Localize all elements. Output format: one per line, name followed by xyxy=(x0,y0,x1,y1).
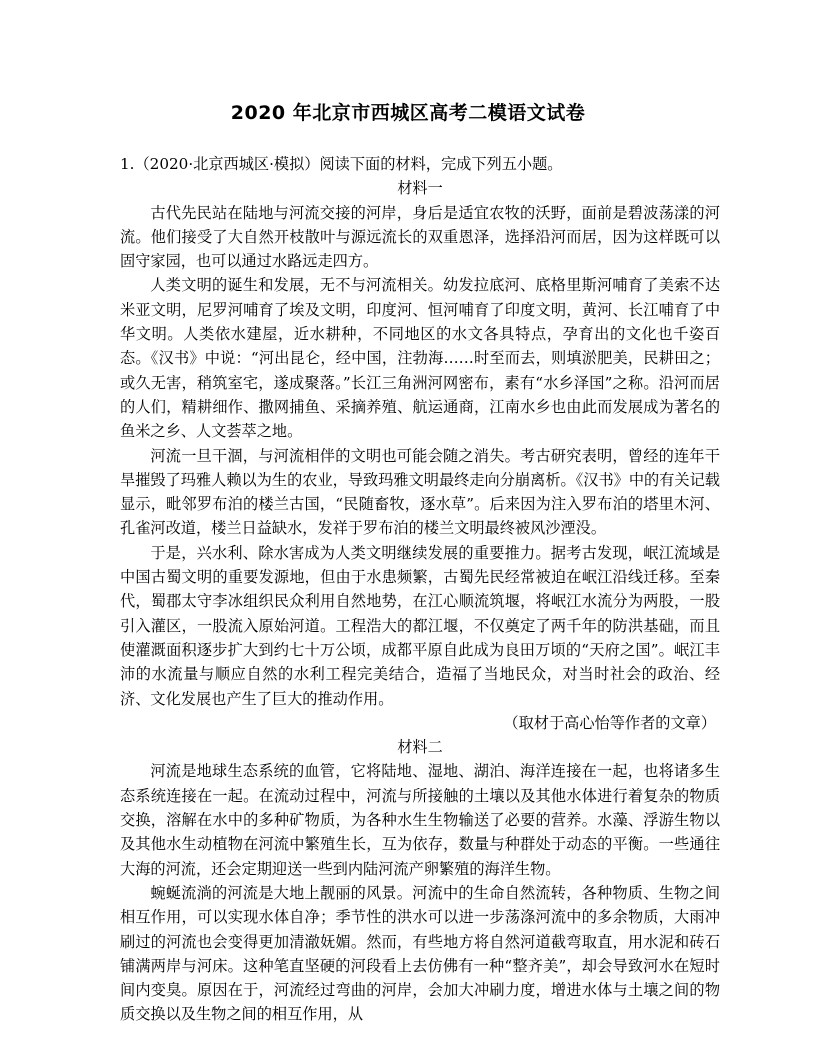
material2-heading: 材料二 xyxy=(397,738,443,757)
material1-paragraph: 河流一旦干涸，与河流相伴的文明也可能会随之消失。考古研究表明，曾经的连年干旱摧毁了玛雅人赖以为生的农业，导致玛雅文明最终走向分崩离析。《汉书》中的有关记载显示，毗邻罗布泊的楼兰古国，“民随畜牧，逐水草”。后来因为注入罗布泊的塔里木河、孔雀河改道，楼兰日益缺水，发祥于罗布泊的楼兰文明最终被风沙湮没。 xyxy=(120,446,720,538)
material2-paragraph: 河流是地球生态系统的血管，它将陆地、湿地、湖泊、海洋连接在一起，也将诸多生态系统连接在一起。在流动过程中，河流与所接触的土壤以及其他水体进行着复杂的物质交换，溶解在水中的多种矿物质，为各种水生生物输送了必要的营养。水藻、浮游生物以及其他水生动植物在河流中繁殖生长，互为依存，数量与种群处于动态的平衡。一些通往大海的河流，还会定期迎送一些到内陆河流产卵繁殖的海洋生物。 xyxy=(120,762,720,878)
material1-heading: 材料一 xyxy=(397,179,443,198)
material1-paragraph: 人类文明的诞生和发展，无不与河流相关。幼发拉底河、底格里斯河哺育了美索不达米亚文明，尼罗河哺育了埃及文明，印度河、恒河哺育了印度文明，黄河、长江哺育了中华文明。人类依水建屋，近水耕种，不同地区的水文各具特点，孕育出的文化也千姿百态。《汉书》中说：“河出昆仑，经中国，注勃海……时至而去，则填淤肥美，民耕田之；或久无害，稍筑室宅，遂成聚落。”长江三角洲河网密布，素有“水乡泽国”之称。沿河而居的人们，精耕细作、撒网捕鱼、采摘养殖、航运通商，江南水乡也由此而发展成为著名的鱼米之乡、人文荟萃之地。 xyxy=(120,276,720,441)
material1-source: （取材于高心怡等作者的文章） xyxy=(503,713,716,732)
document-body xyxy=(120,152,720,1027)
material1-paragraph: 于是，兴水利、除水害成为人类文明继续发展的重要推力。据考古发现，岷江流域是中国古蜀文明的重要发源地，但由于水患频繁，古蜀先民经常被迫在岷江沿线迁移。至秦代，蜀郡太守李冰组织民众利用自然地势，在江心顺流筑堰，将岷江水流分为两股，一股引入灌区，一股流入原始河道。工程浩大的都江堰，不仅奠定了两千年的防洪基础，而且使灌溉面积逐步扩大到约七十万公顷，成都平原自此成为良田万顷的“天府之国”。岷江丰沛的水流量与顺应自然的水利工程完美结合，造福了当地民众，对当时社会的政治、经济、文化发展也产生了巨大的推动作用。 xyxy=(120,543,720,708)
material1-paragraph: 古代先民站在陆地与河流交接的河岸，身后是适宜农牧的沃野，面前是碧波荡漾的河流。他们接受了大自然开枝散叶与源远流长的双重恩泽，选择沿河而居，因为这样既可以固守家园，也可以通过水路远走四方。 xyxy=(120,203,720,271)
document-title: 2020 年北京市西城区高考二模语文试卷 xyxy=(230,102,586,124)
material2-paragraph: 蜿蜒流淌的河流是大地上靓丽的风景。河流中的生命自然流转，各种物质、生物之间相互作用，可以实现水体自净；季节性的洪水可以进一步荡涤河流中的多余物质，大雨冲刷过的河流也会变得更加清澈妩媚。然而，有些地方将自然河道截弯取直，用水泥和砖石铺满两岸与河床。这种笔直坚硬的河段看上去仿佛有一种“整齐美”，却会导致河水在短时间内变臭。原因在于，河流经过弯曲的河岸，会加大冲刷力度，增进水体与土壤之间的物质交换以及生物之间的相互作用，从 xyxy=(120,883,720,1024)
question-prompt: 1.（2020·北京西城区·模拟）阅读下面的材料，完成下列五小题。 xyxy=(120,155,563,173)
